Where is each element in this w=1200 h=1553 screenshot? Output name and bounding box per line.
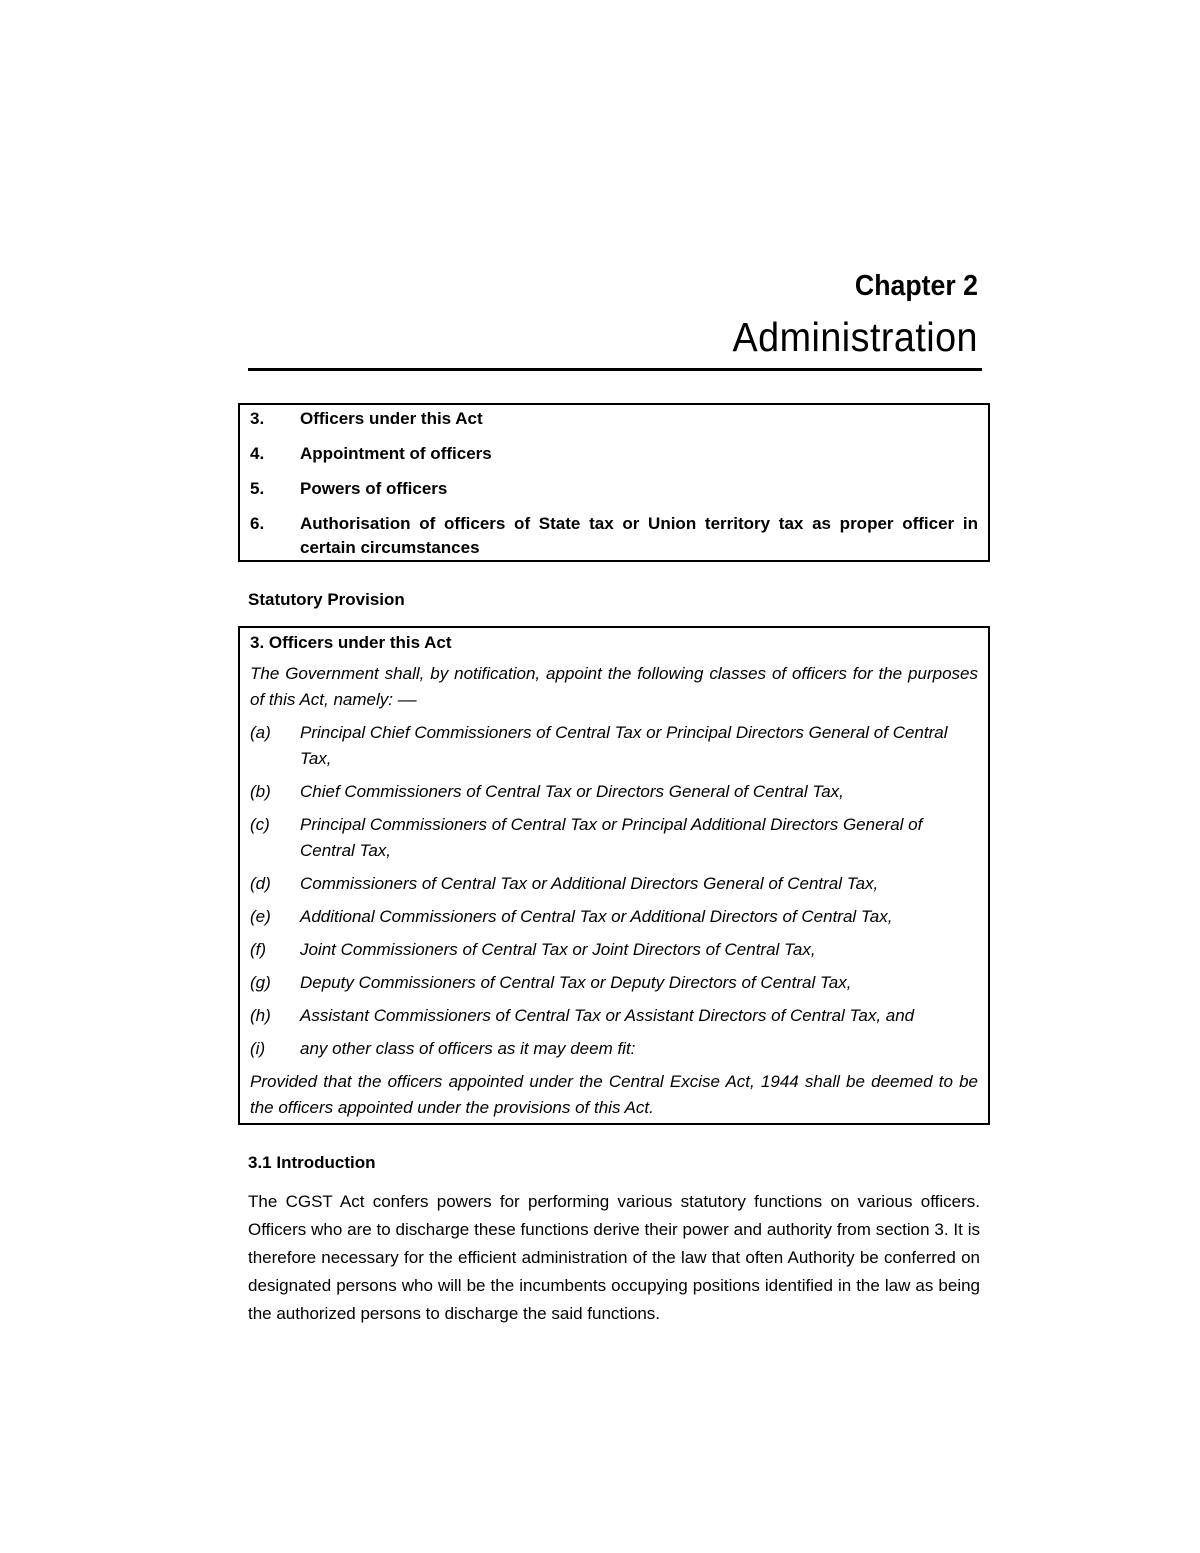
provision-clause bbox=[250, 720, 978, 772]
toc-item-text: Authorisation of officers of State tax or Union territory tax as proper officer in certain circumstances bbox=[300, 514, 978, 557]
toc-item bbox=[250, 407, 978, 431]
section-contents-box bbox=[238, 403, 990, 562]
clause-label: (d) bbox=[250, 874, 271, 893]
provision-clause bbox=[250, 812, 978, 864]
clause-label: (b) bbox=[250, 782, 271, 801]
clause-label: (e) bbox=[250, 907, 271, 926]
introduction-heading: 3.1 Introduction bbox=[248, 1153, 376, 1172]
provision-clause bbox=[250, 1036, 978, 1062]
clause-label: (c) bbox=[250, 815, 270, 834]
clause-text: Additional Commissioners of Central Tax or Additional Directors of Central Tax, bbox=[300, 907, 893, 926]
provision-intro: The Government shall, by notification, appoint the following classes of officers for the purposes of this Act, namely: –– bbox=[250, 664, 978, 709]
clause-text: Principal Chief Commissioners of Central Tax or Principal Directors General of Central Tax, bbox=[300, 723, 948, 768]
toc-item-number: 6. bbox=[250, 514, 265, 533]
title-divider bbox=[248, 368, 982, 371]
document-page bbox=[248, 262, 990, 1328]
clause-text: Joint Commissioners of Central Tax or Joint Directors of Central Tax, bbox=[300, 940, 816, 959]
provision-clause bbox=[250, 1003, 978, 1029]
clause-text: Commissioners of Central Tax or Additional Directors General of Central Tax, bbox=[300, 874, 879, 893]
provision-clause bbox=[250, 970, 978, 996]
toc-item-text: Officers under this Act bbox=[300, 409, 483, 428]
chapter-title: Administration bbox=[732, 314, 978, 360]
clause-label: (h) bbox=[250, 1006, 271, 1025]
clause-label: (f) bbox=[250, 940, 267, 959]
clause-text: Deputy Commissioners of Central Tax or Deputy Directors of Central Tax, bbox=[300, 973, 852, 992]
toc-item-number: 3. bbox=[250, 409, 265, 428]
statutory-provision-heading: Statutory Provision bbox=[248, 590, 405, 609]
introduction-paragraph: The CGST Act confers powers for performing various statutory functions on various officers. Officers who are to discharge these functions derive their power and authority from section 3. It is therefore necessary for the efficient administration of the law that often Authority be conferred on designated persons who will be the incumbents occupying positions identified in the law as being the authorized persons to discharge the said functions. bbox=[248, 1192, 980, 1323]
provision-clause bbox=[250, 904, 978, 930]
toc-item bbox=[250, 477, 978, 501]
provision-clause bbox=[250, 871, 978, 897]
provision-clause bbox=[250, 779, 978, 805]
provision-clause bbox=[250, 937, 978, 963]
statutory-provision-box bbox=[238, 626, 990, 1125]
toc-item bbox=[250, 442, 978, 466]
toc-item bbox=[250, 512, 978, 560]
provision-title: 3. Officers under this Act bbox=[250, 633, 452, 652]
clause-text: Principal Commissioners of Central Tax or Principal Additional Directors General of Central Tax, bbox=[300, 815, 923, 860]
toc-item-text: Powers of officers bbox=[300, 479, 448, 498]
clause-text: any other class of officers as it may deem fit: bbox=[300, 1039, 636, 1058]
chapter-number: Chapter 2 bbox=[854, 270, 978, 302]
clause-label: (g) bbox=[250, 973, 271, 992]
toc-item-number: 4. bbox=[250, 444, 265, 463]
clause-label: (a) bbox=[250, 723, 271, 742]
clause-text: Assistant Commissioners of Central Tax or Assistant Directors of Central Tax, and bbox=[300, 1006, 915, 1025]
toc-item-text: Appointment of officers bbox=[300, 444, 492, 463]
provision-proviso: Provided that the officers appointed under the Central Excise Act, 1944 shall be deemed to be the officers appointed under the provisions of this Act. bbox=[250, 1072, 978, 1117]
clause-text: Chief Commissioners of Central Tax or Directors General of Central Tax, bbox=[300, 782, 844, 801]
clause-label: (i) bbox=[250, 1039, 266, 1058]
toc-item-number: 5. bbox=[250, 479, 265, 498]
